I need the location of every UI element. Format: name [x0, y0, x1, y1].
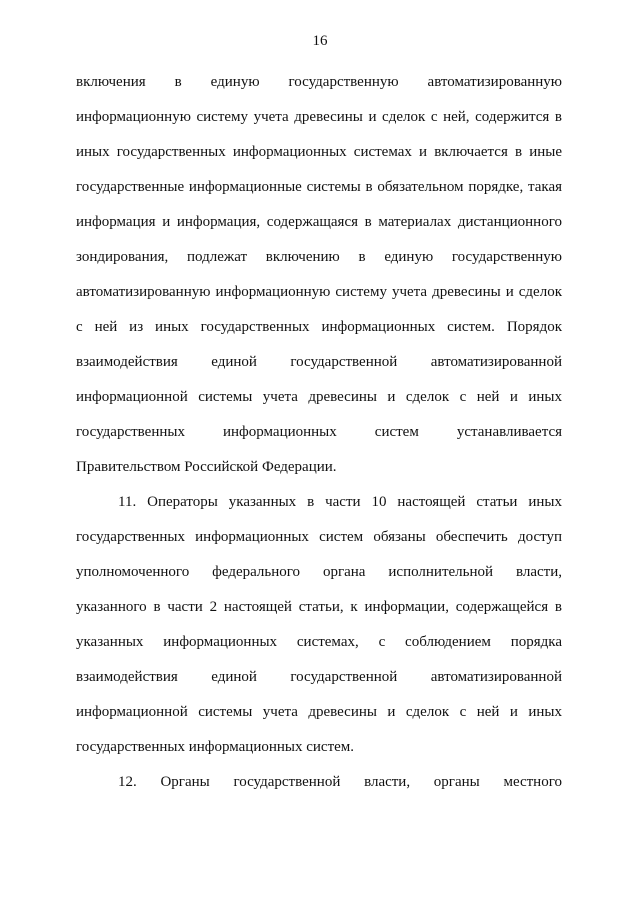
text-line: государственных информационных систем устанавливается	[76, 424, 562, 440]
text-line: информационной системы учета древесины и сделок с ней и иных	[76, 389, 562, 405]
text-line: включения в единую государственную автоматизированную	[76, 74, 562, 90]
text-line: указанного в части 2 настоящей статьи, к информации, содержащейся в	[76, 599, 562, 615]
text-line: Правительством Российской Федерации.	[76, 459, 337, 475]
text-line: государственных информационных систем.	[76, 739, 355, 755]
text-line: информационной системы учета древесины и сделок с ней и иных	[76, 704, 562, 720]
text-line: взаимодействия единой государственной автоматизированной	[76, 354, 562, 370]
paragraph-11-first-line: 11. Операторы указанных в части 10 настоящей статьи иных	[118, 494, 562, 510]
text-line: государственных информационных систем обязаны обеспечить доступ	[76, 529, 562, 545]
text-line: взаимодействия единой государственной автоматизированной	[76, 669, 562, 685]
text-line: государственные информационные системы в обязательном порядке, такая	[76, 179, 562, 195]
text-line: с ней из иных государственных информационных систем. Порядок	[76, 319, 562, 335]
page-number: 16	[312, 33, 328, 49]
text-line: информация и информация, содержащаяся в материалах дистанционного	[76, 214, 562, 230]
text-line: зондирования, подлежат включению в единую государственную	[76, 249, 562, 265]
text-line: указанных информационных системах, с соблюдением порядка	[76, 634, 562, 650]
text-line: иных государственных информационных системах и включается в иные	[76, 144, 562, 160]
text-line: информационную систему учета древесины и сделок с ней, содержится в	[76, 109, 562, 125]
text-line: автоматизированную информационную систему учета древесины и сделок	[76, 284, 562, 300]
text-line: уполномоченного федерального органа исполнительной власти,	[76, 564, 562, 580]
paragraph-12-first-line: 12. Органы государственной власти, органы местного	[118, 774, 562, 790]
